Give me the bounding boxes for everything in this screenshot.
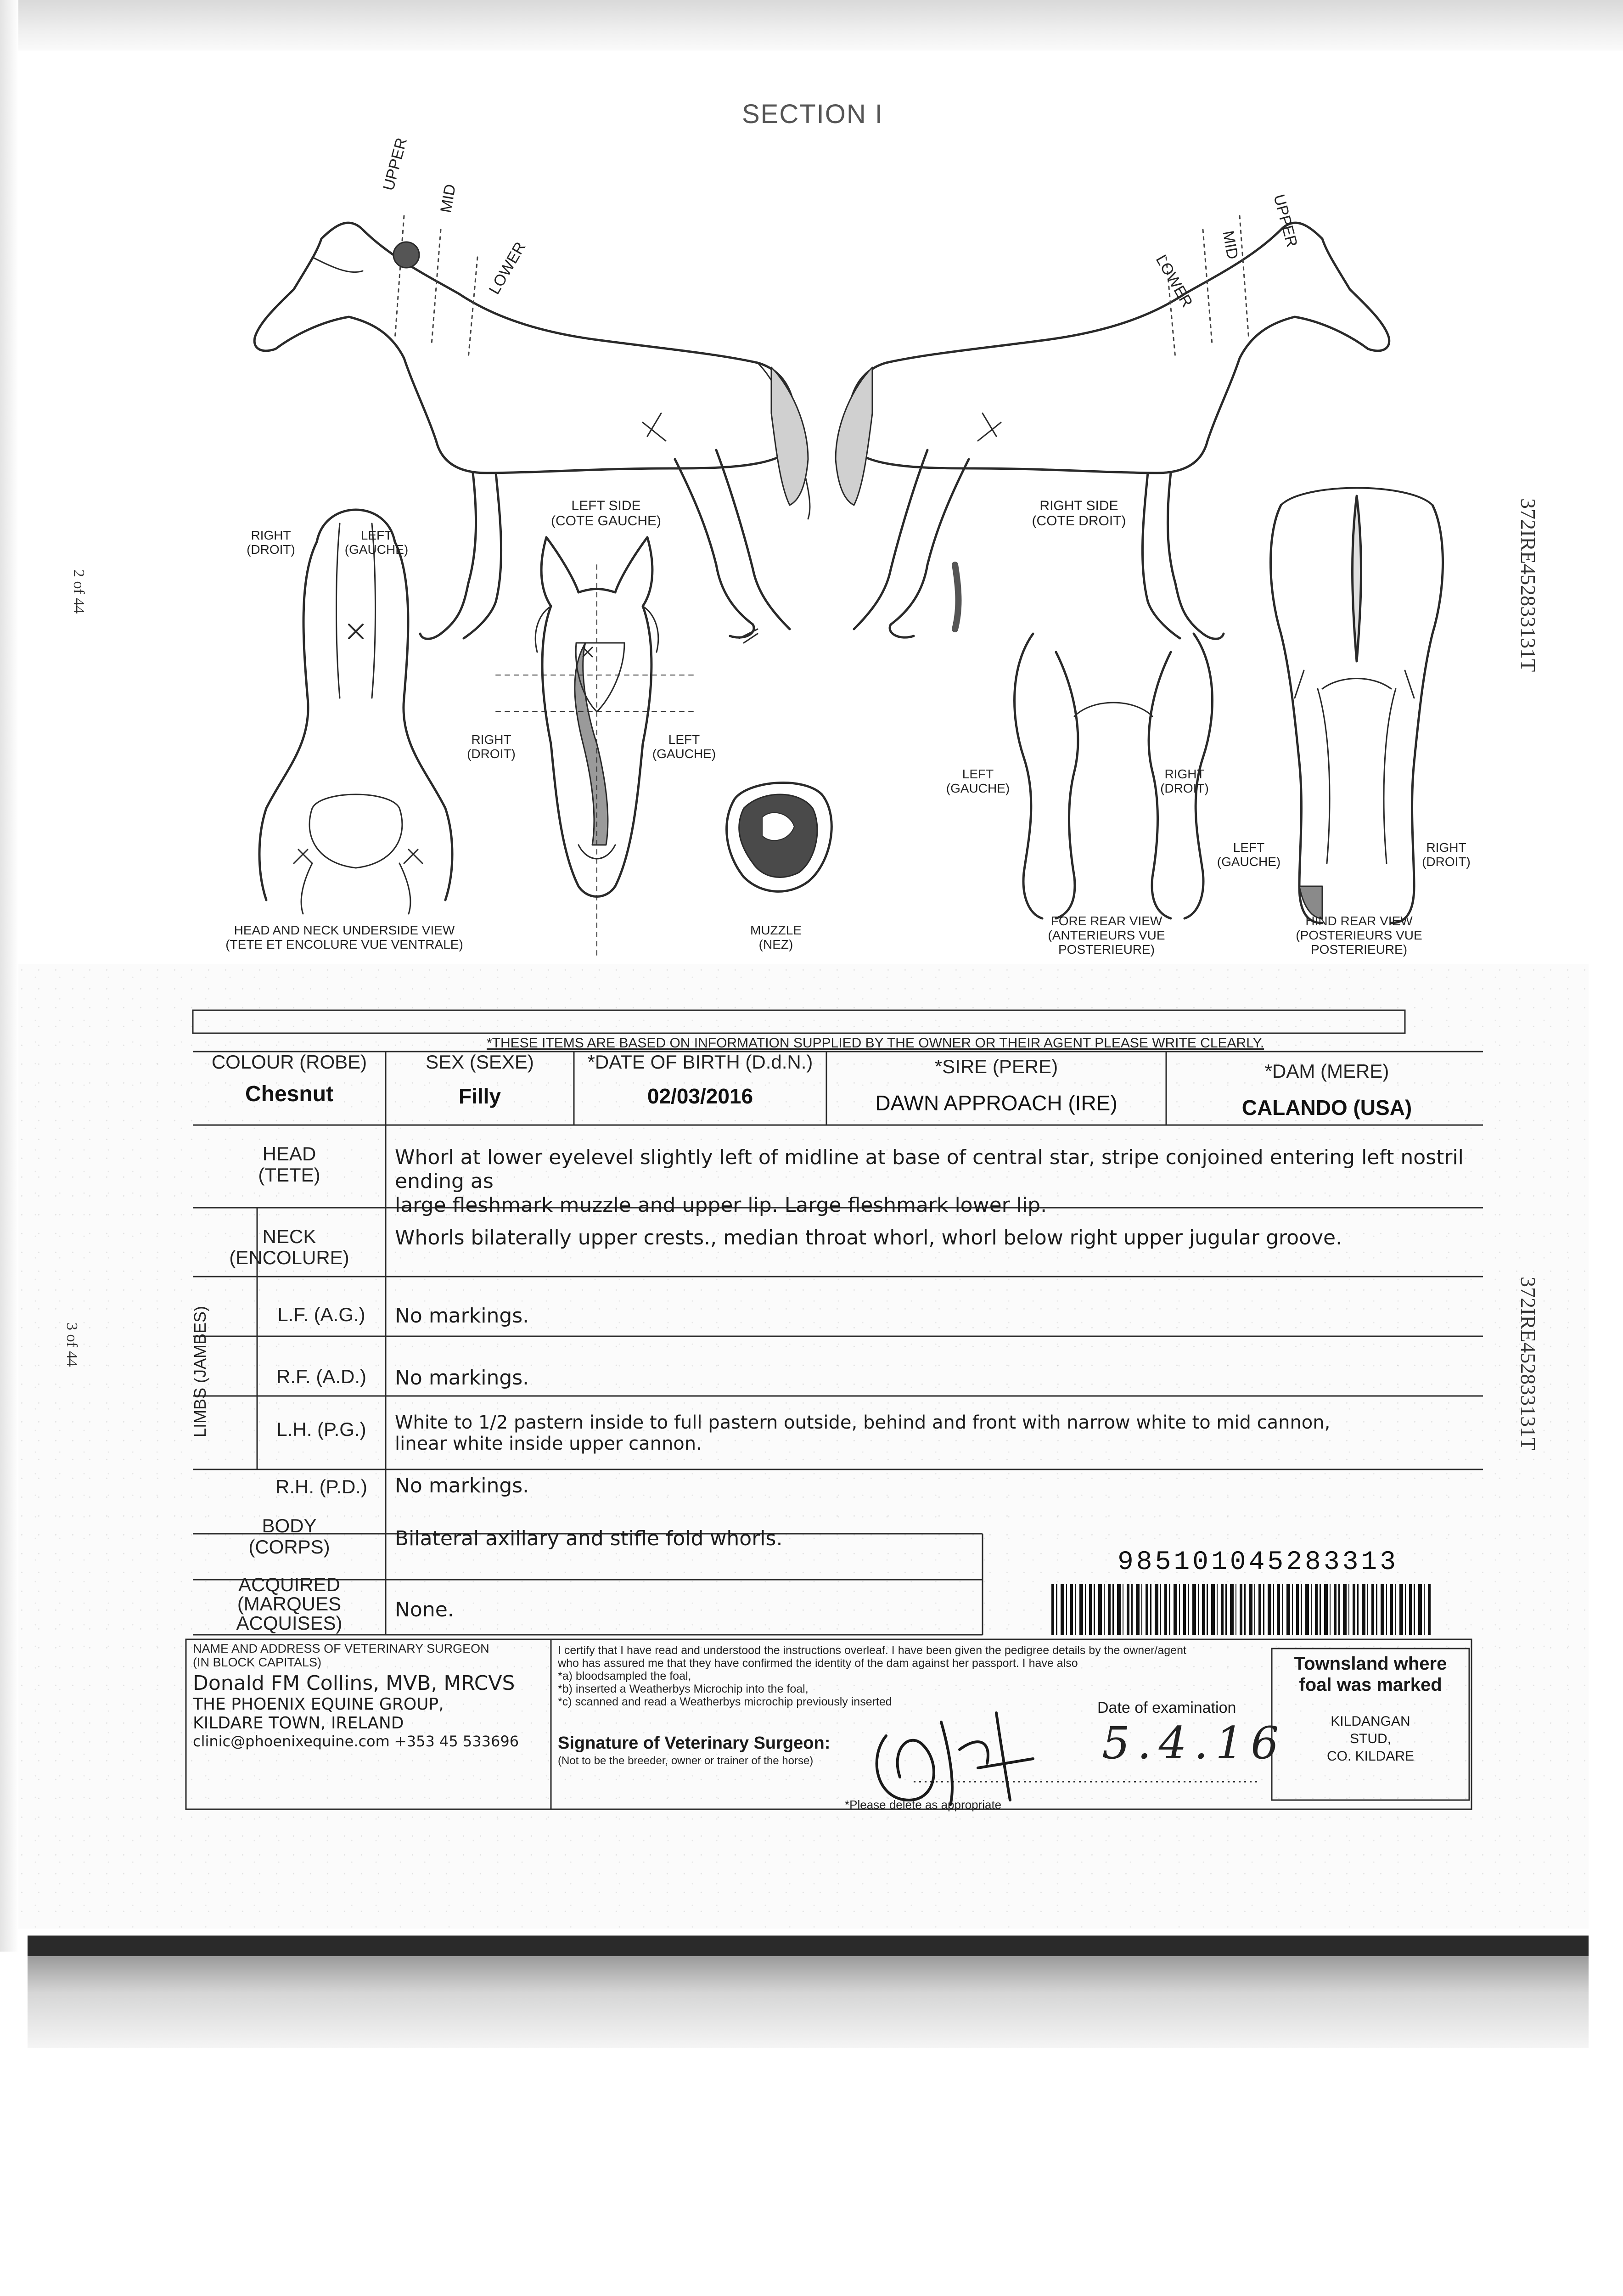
label-right-side-en: RIGHT SIDE (1039, 498, 1118, 513)
label-hind-left-en: LEFT (1233, 840, 1265, 855)
sire-value: DAWN APPROACH (IRE) (875, 1091, 1118, 1115)
label-hind-left (1212, 840, 1286, 869)
label-head-neck-underside (202, 923, 487, 951)
label-lower-left: LOWER (485, 239, 529, 298)
label-fore-rear-view-en: FORE REAR VIEW (1050, 914, 1162, 928)
acquired-label-fr2: ACQUISES) (236, 1612, 343, 1634)
label-hind-rear-view-en: HIND REAR VIEW (1305, 914, 1413, 928)
date-of-examination-label: Date of examination (1097, 1699, 1236, 1716)
cert-line-1: I certify that I have read and understood the instructions overleaf. I have been given the pedigree details by the owner/agent (558, 1644, 1186, 1657)
sex-label: SEX (SEXE) (426, 1051, 534, 1073)
label-lower-right: LOWER (1152, 252, 1196, 310)
muzzle-outline (727, 783, 832, 892)
microchip-number: 985101045283313 (1117, 1548, 1399, 1577)
colour-value: Chesnut (245, 1082, 333, 1106)
head-markings-line-1: Whorl at lower eyelevel slightly left of midline at base of central star, stripe conjoined entering left nostril ending as (395, 1146, 1464, 1193)
label-fore-right-fr: (DROIT) (1160, 781, 1209, 795)
vet-signature (859, 1694, 1051, 1814)
label-head-left-fr: (GAUCHE) (652, 747, 716, 761)
right-side-horse-outline (836, 223, 1389, 639)
sex-value: Filly (458, 1084, 501, 1108)
signature-label: Signature of Veterinary Surgeon: (558, 1733, 831, 1753)
label-hind-rear-view (1253, 914, 1465, 957)
label-muzzle (735, 923, 817, 951)
townsland-label-line-1: Townsland where (1294, 1654, 1447, 1674)
body-label-fr: (CORPS) (248, 1536, 330, 1558)
head-label-en: HEAD (262, 1143, 316, 1165)
head-markings (395, 1146, 1488, 1217)
neck-label-fr: (ENCOLURE) (229, 1247, 349, 1268)
date-of-examination-value: 5.4.16 (1102, 1717, 1286, 1769)
cert-option-b: *b) inserted a Weatherbys Microchip into the foal, (558, 1683, 809, 1695)
acquired-label (197, 1575, 381, 1633)
label-hind-left-fr: (GAUCHE) (1217, 855, 1281, 869)
townsland-line-2: STUD, (1350, 1731, 1391, 1746)
delete-note: *Please delete as appropriate (845, 1798, 1002, 1812)
horse-identification-diagram (0, 0, 1623, 974)
head-markings-line-2: large fleshmark muzzle and upper lip. Large fleshmark lower lip. (395, 1193, 1047, 1217)
label-head-neck-underside-en: HEAD AND NECK UNDERSIDE VIEW (234, 923, 455, 937)
dob-value: 02/03/2016 (647, 1084, 753, 1108)
label-fore-left (941, 767, 1015, 795)
townsland-label (1276, 1653, 1465, 1695)
label-fore-rear-view-fr2: POSTERIEURE) (1058, 942, 1155, 957)
page-number-bottom: 3 of 44 (63, 1322, 80, 1367)
label-left-side (533, 498, 680, 529)
colour-label: COLOUR (ROBE) (211, 1051, 367, 1073)
cert-line-2: who has assured me that they have confirmed the identity of the dam against her passport. I have also (558, 1657, 1078, 1670)
acquired-markings: None. (395, 1598, 454, 1621)
label-mid-left: MID (437, 183, 460, 214)
label-neck-right-en: RIGHT (251, 528, 291, 542)
body-label-en: BODY (262, 1515, 317, 1536)
signature-note: (Not to be the breeder, owner or trainer of the horse) (558, 1755, 814, 1767)
label-neck-right (239, 528, 303, 557)
acquired-label-en: ACQUIRED (238, 1574, 340, 1595)
label-hind-rear-view-fr1: (POSTERIEURS VUE (1296, 928, 1422, 942)
label-fore-right-en: RIGHT (1164, 767, 1205, 781)
label-neck-left-en: LEFT (360, 528, 393, 542)
label-left-side-en: LEFT SIDE (571, 498, 641, 513)
section-title: SECTION I (741, 99, 884, 129)
neck-label-en: NECK (262, 1226, 316, 1247)
dob-label: *DATE OF BIRTH (D.d.N.) (587, 1051, 813, 1073)
label-hind-right (1414, 840, 1478, 869)
label-right-side-fr: (COTE DROIT) (1032, 513, 1126, 529)
townsland-line-1: KILDANGAN (1331, 1714, 1410, 1729)
left-side-horse-outline (254, 223, 810, 643)
label-neck-left-fr: (GAUCHE) (344, 542, 409, 557)
cert-option-a: *a) bloodsampled the foal, (558, 1670, 691, 1683)
left-upper-whorl-mark (393, 242, 419, 268)
body-label (197, 1515, 381, 1558)
vet-address-line-1: THE PHOENIX EQUINE GROUP, (193, 1695, 444, 1714)
label-head-right-en: RIGHT (471, 732, 511, 747)
page-number-top: 2 of 44 (70, 569, 87, 614)
head-label-fr: (TETE) (258, 1164, 320, 1186)
vet-contact: clinic@phoenixequine.com +353 45 533696 (193, 1733, 519, 1750)
rh-label: R.H. (P.D.) (275, 1476, 367, 1497)
label-hind-right-fr: (DROIT) (1422, 855, 1471, 869)
lh-markings (395, 1412, 1488, 1454)
townsland-line-3: CO. KILDARE (1326, 1749, 1415, 1764)
label-left-side-fr: (COTE GAUCHE) (551, 513, 661, 529)
neck-label (197, 1226, 381, 1268)
label-neck-right-fr: (DROIT) (247, 542, 295, 557)
townsland-value (1276, 1713, 1465, 1765)
lh-markings-line-1: White to 1/2 pastern inside to full pastern outside, behind and front with narrow white to mid cannon, (395, 1412, 1331, 1433)
lh-markings-line-2: linear white inside upper cannon. (395, 1433, 702, 1454)
label-hind-right-en: RIGHT (1426, 840, 1466, 855)
label-head-neck-underside-fr: (TETE ET ENCOLURE VUE VENTRALE) (225, 937, 463, 951)
label-muzzle-en: MUZZLE (750, 923, 802, 937)
label-fore-rear-view (1001, 914, 1212, 957)
dam-value: CALANDO (USA) (1241, 1096, 1412, 1120)
lh-label: L.H. (P.G.) (276, 1418, 366, 1440)
label-neck-left (340, 528, 413, 557)
label-fore-left-en: LEFT (962, 767, 994, 781)
dam-label: *DAM (MERE) (1264, 1060, 1389, 1082)
label-head-left (647, 732, 721, 761)
microchip-barcode (1051, 1584, 1432, 1635)
neck-level-guides (395, 216, 1249, 358)
label-hind-rear-view-fr2: POSTERIEURE) (1310, 942, 1408, 957)
owner-info-notice: *THESE ITEMS ARE BASED ON INFORMATION SUPPLIED BY THE OWNER OR THEIR AGENT PLEASE WRITE CLEARLY. (487, 1035, 1264, 1051)
scan-bottom-edge (28, 1936, 1589, 1956)
neck-underside-outline (259, 510, 452, 914)
vet-name: Donald FM Collins, MVB, MRCVS (193, 1671, 515, 1695)
vet-header-line-2: (IN BLOCK CAPITALS) (193, 1655, 322, 1669)
limbs-label: LIMBS (JAMBES) (191, 1306, 209, 1437)
townsland-label-line-2: foal was marked (1299, 1675, 1442, 1695)
label-head-left-en: LEFT (668, 732, 700, 747)
side-id-bottom: 372IRE452833131T (1516, 1277, 1540, 1451)
label-fore-left-fr: (GAUCHE) (946, 781, 1010, 795)
lf-markings: No markings. (395, 1304, 529, 1328)
cert-option-c: *c) scanned and read a Weatherbys microchip previously inserted (558, 1695, 892, 1708)
vet-address-line-2: KILDARE TOWN, IRELAND (193, 1714, 404, 1733)
rf-label: R.F. (A.D.) (276, 1366, 366, 1387)
label-upper-left: UPPER (380, 136, 411, 193)
neck-markings: Whorls bilaterally upper crests., median throat whorl, whorl below right upper jugular groove. (395, 1226, 1342, 1249)
label-fore-right (1152, 767, 1217, 795)
side-id-top: 372IRE452833131T (1516, 498, 1540, 672)
label-upper-right: UPPER (1270, 192, 1301, 249)
lf-label: L.F. (A.G.) (277, 1304, 365, 1325)
vet-header (193, 1642, 546, 1669)
scan-bottom-shadow (28, 1956, 1589, 2048)
vet-header-line-1: NAME AND ADDRESS OF VETERINARY SURGEON (193, 1642, 489, 1655)
label-mid-right: MID (1219, 229, 1241, 261)
acquired-label-fr1: (MARQUES (237, 1593, 342, 1615)
rf-markings: No markings. (395, 1366, 529, 1390)
label-muzzle-fr: (NEZ) (758, 937, 793, 951)
label-right-side (1005, 498, 1152, 529)
rh-markings: No markings. (395, 1474, 529, 1497)
vet-details (193, 1671, 546, 1750)
label-fore-rear-view-fr1: (ANTERIEURS VUE (1048, 928, 1165, 942)
head-label (197, 1143, 381, 1186)
body-markings: Bilateral axillary and stifle fold whorls. (395, 1527, 783, 1550)
label-head-right-fr: (DROIT) (467, 747, 516, 761)
sire-label: *SIRE (PERE) (934, 1056, 1058, 1077)
label-head-right (459, 732, 523, 761)
